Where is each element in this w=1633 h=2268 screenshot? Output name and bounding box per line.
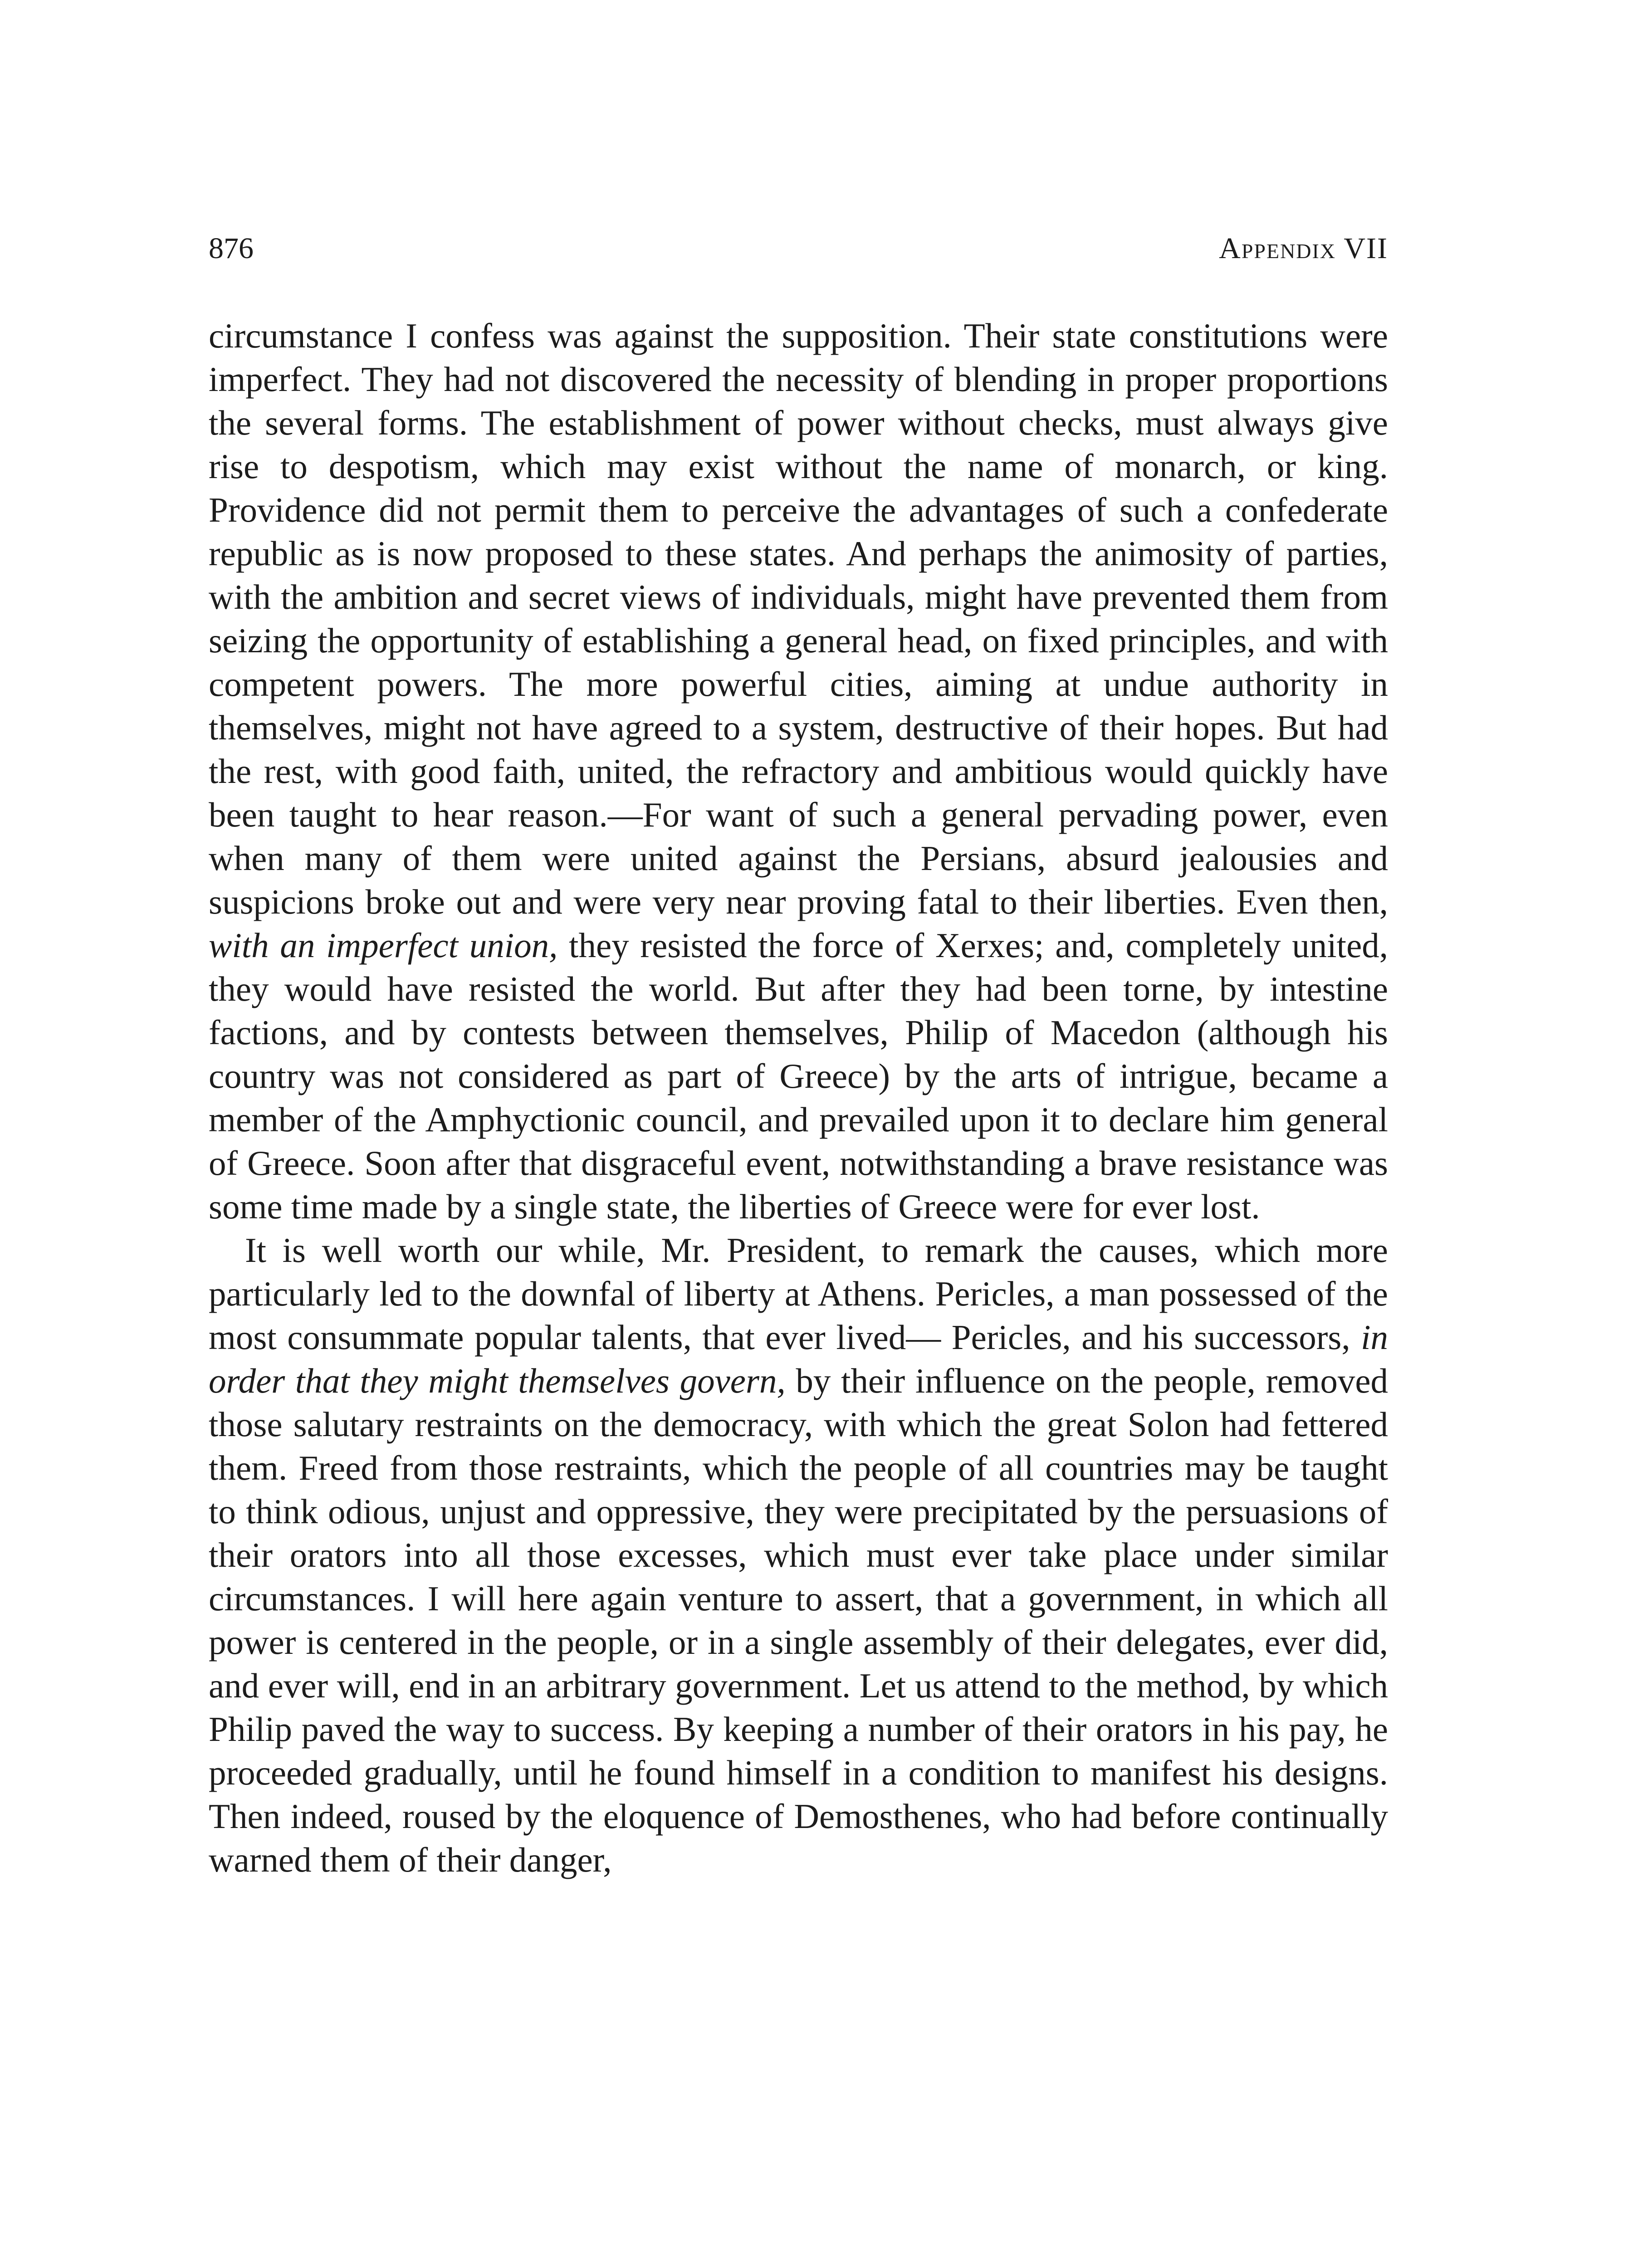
paragraph-1-text: circumstance I confess was against the supposition. Their state constitutions were imperfect. They had not discovered the necessity of blending in proper proportions the several forms. The establishment of power without checks, must always give rise to despotism, which may exist without the name of monarch, or king. Providence did not permit them to perceive the advantages of such a confederate republic as is now proposed to these states. And perhaps the animosity of parties, with the ambition and secret views of individuals, might have prevented them from seizing the opportunity of establishing a general head, on fixed principles, and with competent powers. The more powerful cities, aiming at undue authority in themselves, might not have agreed to a system, destructive of their hopes. But had the rest, with good faith, united, the refractory and ambitious would quickly have been taught to hear reason.—For want of such a general pervading power, even when many of them were united against the Persians, absurd jealousies and suspicions broke out and were very near proving fatal to their liberties. Even then, bbox=[209, 316, 1388, 921]
paragraph-2-text: It is well worth our while, Mr. President, to remark the causes, which more particularly led to the downfal of liberty at Athens. Pericles, a man possessed of the most consummate popular talents, that ever lived— Pericles, and his successors, bbox=[209, 1231, 1388, 1357]
paragraph-1 bbox=[209, 314, 1388, 1228]
italic-phrase-themselves-govern: in order that they might themselves govern, bbox=[209, 1318, 1388, 1400]
paragraph-2-text-continued: by their influence on the people, removed those salutary restraints on the democracy, with which the great Solon had fettered them. Freed from those restraints, which the people of all countries may be taught to think odious, unjust and oppressive, they were precipitated by the persuasions of their orators into all those excesses, which must ever take place under similar circumstances. I will here again venture to assert, that a government, in which all power is centered in the people, or in a single assembly of their delegates, ever did, and ever will, end in an arbitrary government. Let us attend to the method, by which Philip paved the way to success. By keeping a number of their orators in his pay, he proceeded gradually, until he found himself in a condition to manifest his designs. Then indeed, roused by the eloquence of Demosthenes, who had before continually warned them of their danger, bbox=[209, 1361, 1389, 1879]
running-head: Appendix VII bbox=[1219, 232, 1388, 265]
italic-phrase-imperfect-union: with an imperfect union, bbox=[209, 926, 558, 965]
paragraph-2 bbox=[209, 1228, 1388, 1882]
page-number: 876 bbox=[209, 232, 254, 265]
body-text bbox=[209, 314, 1388, 1882]
paragraph-1-text-continued: they resisted the force of Xerxes; and, completely united, they would have resisted the world. But after they had been torne, by intestine factions, and by contests between themselves, Philip of Macedon (although his country was not considered as part of Greece) by the arts of intrigue, became a member of the Amphyctionic council, and prevailed upon it to declare him general of Greece. Soon after that disgraceful event, notwithstanding a brave resistance was some time made by a single state, the liberties of Greece were for ever lost. bbox=[209, 926, 1388, 1226]
